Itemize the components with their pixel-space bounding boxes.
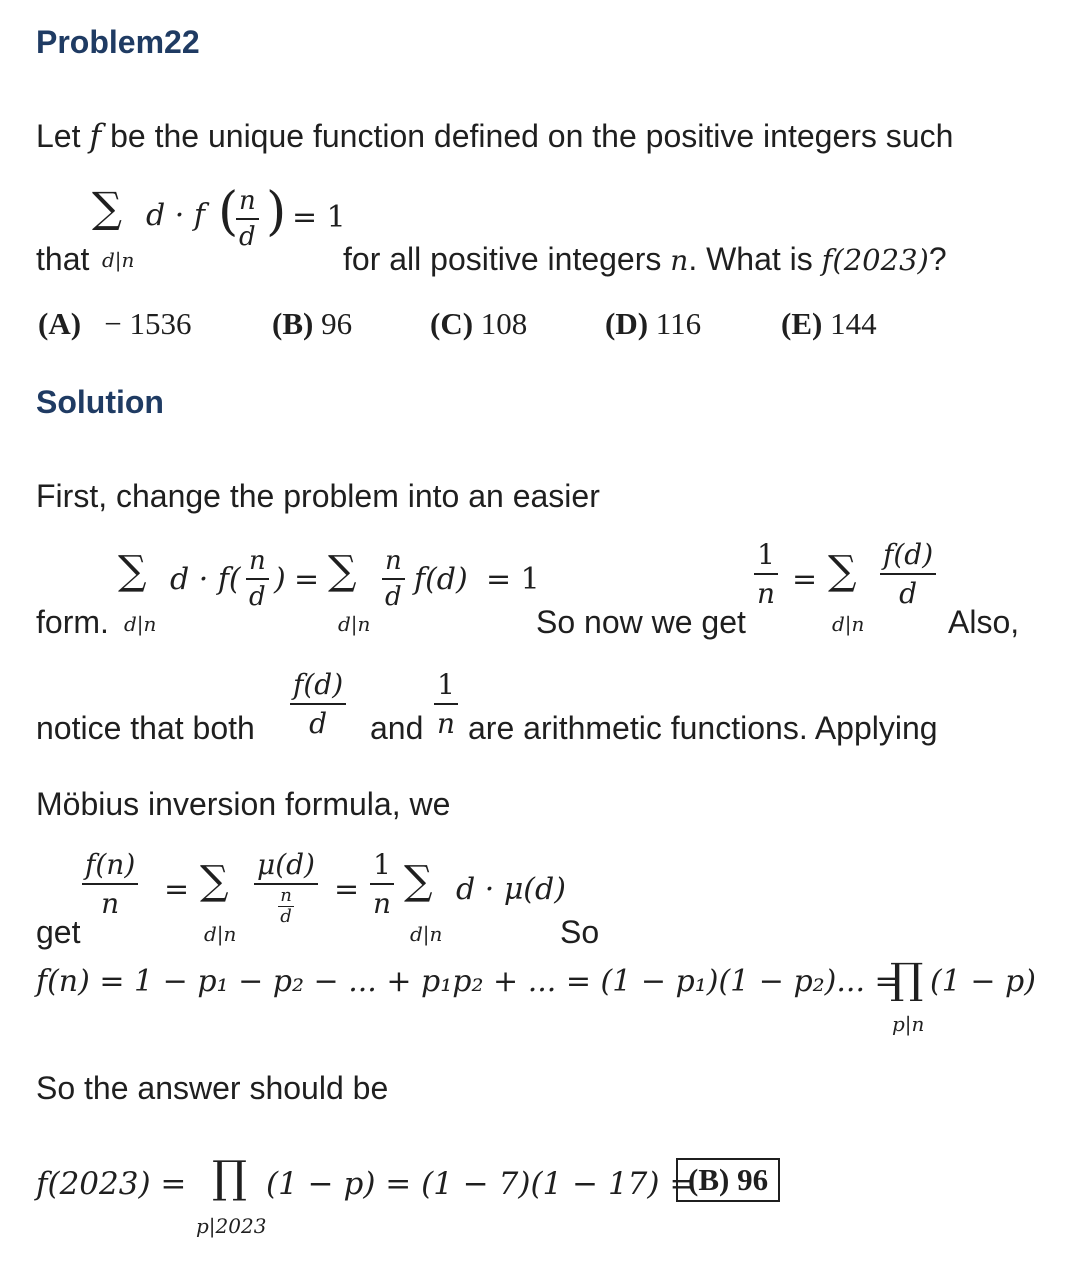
fraction-n-over-d-3 xyxy=(382,546,405,612)
fraction-denominator-3: d xyxy=(385,582,402,612)
sum-index-6: d|n xyxy=(410,922,443,946)
fraction-fd-over-d-2 xyxy=(290,668,346,740)
product-formula-text: f(n) = 1 − p₁ − p₂ − ... + p₁p₂ + ... = (1 − p₁)(1 − p₂)... = xyxy=(36,964,900,999)
choice-c xyxy=(430,306,527,342)
fraction-denominator-2: d xyxy=(249,582,266,612)
solution-get: get xyxy=(36,914,81,950)
fraction-bar-4 xyxy=(754,573,778,575)
choice-b-value: 96 xyxy=(321,306,353,341)
final-product-symbol: ∏ xyxy=(212,1152,248,1203)
choice-b xyxy=(272,306,352,342)
math-f: f xyxy=(89,117,102,155)
choice-b-letter: (B) xyxy=(272,306,314,341)
sum-index-5: d|n xyxy=(204,922,237,946)
sum-index-3: d|n xyxy=(338,612,371,636)
fraction-fn-over-n xyxy=(82,848,138,920)
fraction-n-4: n xyxy=(373,887,392,920)
choice-e xyxy=(781,306,877,342)
fraction-bar-5 xyxy=(880,573,936,575)
choice-a xyxy=(38,306,192,342)
solution-also: Also, xyxy=(948,604,1020,640)
solution-answer-intro: So the answer should be xyxy=(36,1070,389,1106)
solution-mobius: Möbius inversion formula, we xyxy=(36,786,451,822)
final-answer-box xyxy=(676,1158,780,1202)
sum-symbol-4: ∑ xyxy=(828,548,857,594)
expr-d-dot-mu: d · μ(d) xyxy=(456,872,566,907)
fraction-numerator-2: n xyxy=(249,546,266,576)
solution-notice: notice that both xyxy=(36,710,255,746)
fraction-one-2: 1 xyxy=(437,668,455,701)
fraction-n-over-d xyxy=(236,186,259,252)
problem-text-whatis: . What is xyxy=(688,241,822,277)
sum-symbol-5: ∑ xyxy=(200,858,229,904)
fraction-bar-6 xyxy=(290,703,346,705)
fraction-n-over-d-2 xyxy=(246,546,269,612)
solution-title: Solution xyxy=(36,384,164,420)
fraction-bar-10 xyxy=(370,883,394,885)
fraction-numerator-3: n xyxy=(385,546,402,576)
choice-a-letter: (A) xyxy=(38,306,82,341)
fraction-bar xyxy=(236,218,259,220)
fraction-bar-3 xyxy=(382,578,405,580)
fraction-fn: f(n) xyxy=(85,848,136,881)
sum-equals-one: = 1 xyxy=(292,200,346,235)
solution-so: So xyxy=(560,914,600,950)
solution-line-1: First, change the problem into an easier xyxy=(36,478,600,514)
fraction-numerator: n xyxy=(239,186,256,216)
fraction-one: 1 xyxy=(757,538,775,571)
sum-symbol-2: ∑ xyxy=(118,548,147,594)
choice-a-value: − 1536 xyxy=(104,306,192,341)
sum-symbol-3: ∑ xyxy=(328,548,357,594)
fraction-n: n xyxy=(757,577,776,610)
fraction-fd-over-d xyxy=(880,538,936,610)
fraction-nested-n-over-d xyxy=(275,887,297,926)
math-n: n xyxy=(670,244,689,277)
fraction-mu: μ(d) xyxy=(257,848,315,881)
solution-so-now: So now we get xyxy=(536,604,746,640)
problem-text-definition: be the unique function defined on the positive integers such xyxy=(101,118,954,154)
fraction-one-3: 1 xyxy=(373,848,391,881)
equals-sign: = xyxy=(294,562,320,597)
nested-numerator: n xyxy=(280,885,292,906)
fraction-d-2: d xyxy=(309,707,328,740)
fraction-denominator: d xyxy=(239,222,256,252)
product-formula xyxy=(36,964,900,999)
fraction-1-over-n-2 xyxy=(434,668,458,740)
fraction-fd: f(d) xyxy=(883,538,934,571)
final-answer: (B) 96 xyxy=(676,1158,780,1202)
sum-symbol-6: ∑ xyxy=(404,858,433,904)
sum-expression: d · f xyxy=(146,198,205,233)
solution-and: and xyxy=(370,710,424,746)
choice-e-letter: (E) xyxy=(781,306,823,341)
choice-c-value: 108 xyxy=(480,306,528,341)
fraction-1-over-n xyxy=(754,538,778,610)
fraction-d: d xyxy=(899,577,918,610)
equals-one: = 1 xyxy=(486,562,540,597)
page-title: Problem22 xyxy=(36,24,200,60)
choice-c-letter: (C) xyxy=(430,306,474,341)
final-product-expansion: (1 − p) = (1 − 7)(1 − 17) = xyxy=(266,1166,696,1202)
choice-d-value: 116 xyxy=(655,306,702,341)
final-lhs: f(2023) = xyxy=(36,1166,187,1202)
open-paren: ( xyxy=(218,182,239,242)
problem-line-2 xyxy=(343,243,947,275)
sum-index: d|n xyxy=(102,248,135,272)
expr-f-of-d: f(d) xyxy=(414,562,468,597)
equals-sign-2: = xyxy=(792,562,818,597)
problem-text-question: ? xyxy=(928,241,947,277)
final-product-index: p|2023 xyxy=(196,1214,267,1238)
math-f2023: f(2023) xyxy=(821,243,929,277)
equals-sign-4: = xyxy=(334,872,360,907)
sum-index-4: d|n xyxy=(832,612,865,636)
choice-d xyxy=(605,306,701,342)
fraction-bar-2 xyxy=(246,578,269,580)
product-symbol: ∏ xyxy=(890,954,924,1003)
problem-text-let: Let xyxy=(36,118,90,154)
equals-sign-3: = xyxy=(164,872,190,907)
sum-index-2: d|n xyxy=(124,612,157,636)
fraction-mu-over-nd xyxy=(254,848,318,926)
close-paren: ) xyxy=(266,182,287,242)
choice-e-value: 144 xyxy=(830,306,877,341)
fraction-fd-2: f(d) xyxy=(293,668,344,701)
fraction-bar-7 xyxy=(434,703,458,705)
problem-line-1 xyxy=(36,117,954,155)
sum-symbol: ∑ xyxy=(92,183,122,232)
fraction-n-3: n xyxy=(101,887,120,920)
solution-arithmetic: are arithmetic functions. Applying xyxy=(468,710,938,746)
fraction-bar-8 xyxy=(82,883,138,885)
problem-that: that xyxy=(36,241,90,277)
product-index: p|n xyxy=(892,1012,925,1036)
fraction-n-2: n xyxy=(437,707,456,740)
fraction-1-over-n-3 xyxy=(370,848,394,920)
expr-close-paren: ) xyxy=(274,562,286,597)
problem-text-forall: for all positive integers xyxy=(343,241,671,277)
product-tail: (1 − p) xyxy=(930,964,1036,999)
expr-d-dot-f: d · f( xyxy=(170,562,241,597)
solution-form: form. xyxy=(36,604,109,640)
choice-d-letter: (D) xyxy=(605,306,649,341)
nested-denominator: d xyxy=(280,906,292,927)
